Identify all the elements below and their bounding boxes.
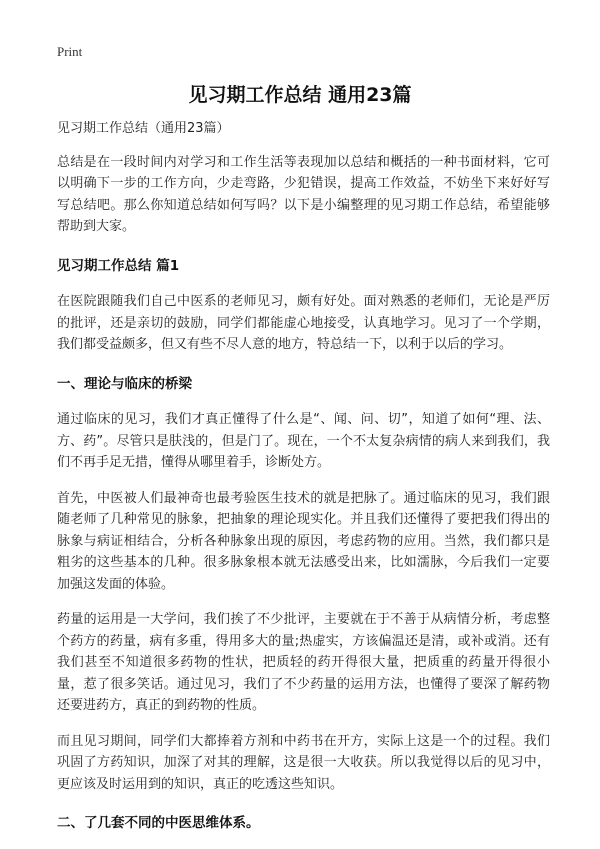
paragraph: 通过临床的见习，我们才真正懂得了什么是“、闻、问、切”，知道了如何“理、法、方、药”。尽管只是肤浅的，但是门了。现在，一个不太复杂病情的病人来到我们，我们不再手足无措，懂得从哪里着手，诊断处方。: [57, 412, 550, 470]
print-link[interactable]: Print: [57, 44, 83, 59]
page-title: 见习期工作总结 通用23篇: [188, 84, 412, 106]
article-body: [57, 118, 550, 849]
intro-paragraph: 总结是在一段时间内对学习和工作生活等表现加以总结和概括的一种书面材料，它可以明确下一步的工作方向，少走弯路，少犯错误，提高工作效益，不妨坐下来好好写写总结吧。那么你知道总结如何写吗？以下是小编整理的见习期工作总结，希望能够帮助到大家。: [57, 154, 550, 234]
paragraph: 药量的运用是一大学问，我们挨了不少批评，主要就在于不善于从病情分析，考虑整个药方的药量，病有多重，得用多大的量;热虚实，方该偏温还是清，或补或消。还有我们甚至不知道很多药物的性状，把质轻的药开得很大量，把质重的药量开得很小量，惹了很多笑话。通过见习，我们了不少药量的运用方法，也懂得了要深了解药物还要进药方，真正的到药物的性质。: [57, 612, 550, 713]
article-subtitle: 见习期工作总结（通用23篇）: [57, 121, 230, 136]
section-heading-thinking-systems: 二、了几套不同的中医思维体系。: [57, 815, 260, 831]
section-heading-theory-clinic: 一、理论与临床的桥梁: [57, 375, 192, 392]
paragraph: 而且见习期间，同学们大都捧着方剂和中药书在开方，实际上这是一个的过程。我们巩固了方药知识，加深了对其的理解，这是很一大收获。所以我觉得以后的见习中，更应该及时运用到的知识，真正的吃透这些知识。: [57, 733, 550, 792]
paragraph: 在医院跟随我们自己中医系的老师见习，颇有好处。面对熟悉的老师们，无论是严厉的批评，还是亲切的鼓励，同学们都能虚心地接受，认真地学习。见习了一个学期，我们都受益颇多，但又有些不尽人意的地方，特总结一下，以利于以后的学习。: [57, 294, 550, 352]
section-heading-part1: 见习期工作总结 篇1: [57, 257, 180, 274]
paragraph: 首先，中医被人们最神奇也最考验医生技术的就是把脉了。通过临床的见习，我们跟随老师了几种常见的脉象，把抽象的理论现实化。并且我们还懂得了要把我们得出的脉象与病证相结合，分析各种脉象出现的原因，考虑药物的应用。当然，我们都只是粗劣的这些基本的几种。很多脉象根本就无法感受出来，比如濡脉，今后我们一定要加强这发面的体验。: [57, 490, 550, 592]
